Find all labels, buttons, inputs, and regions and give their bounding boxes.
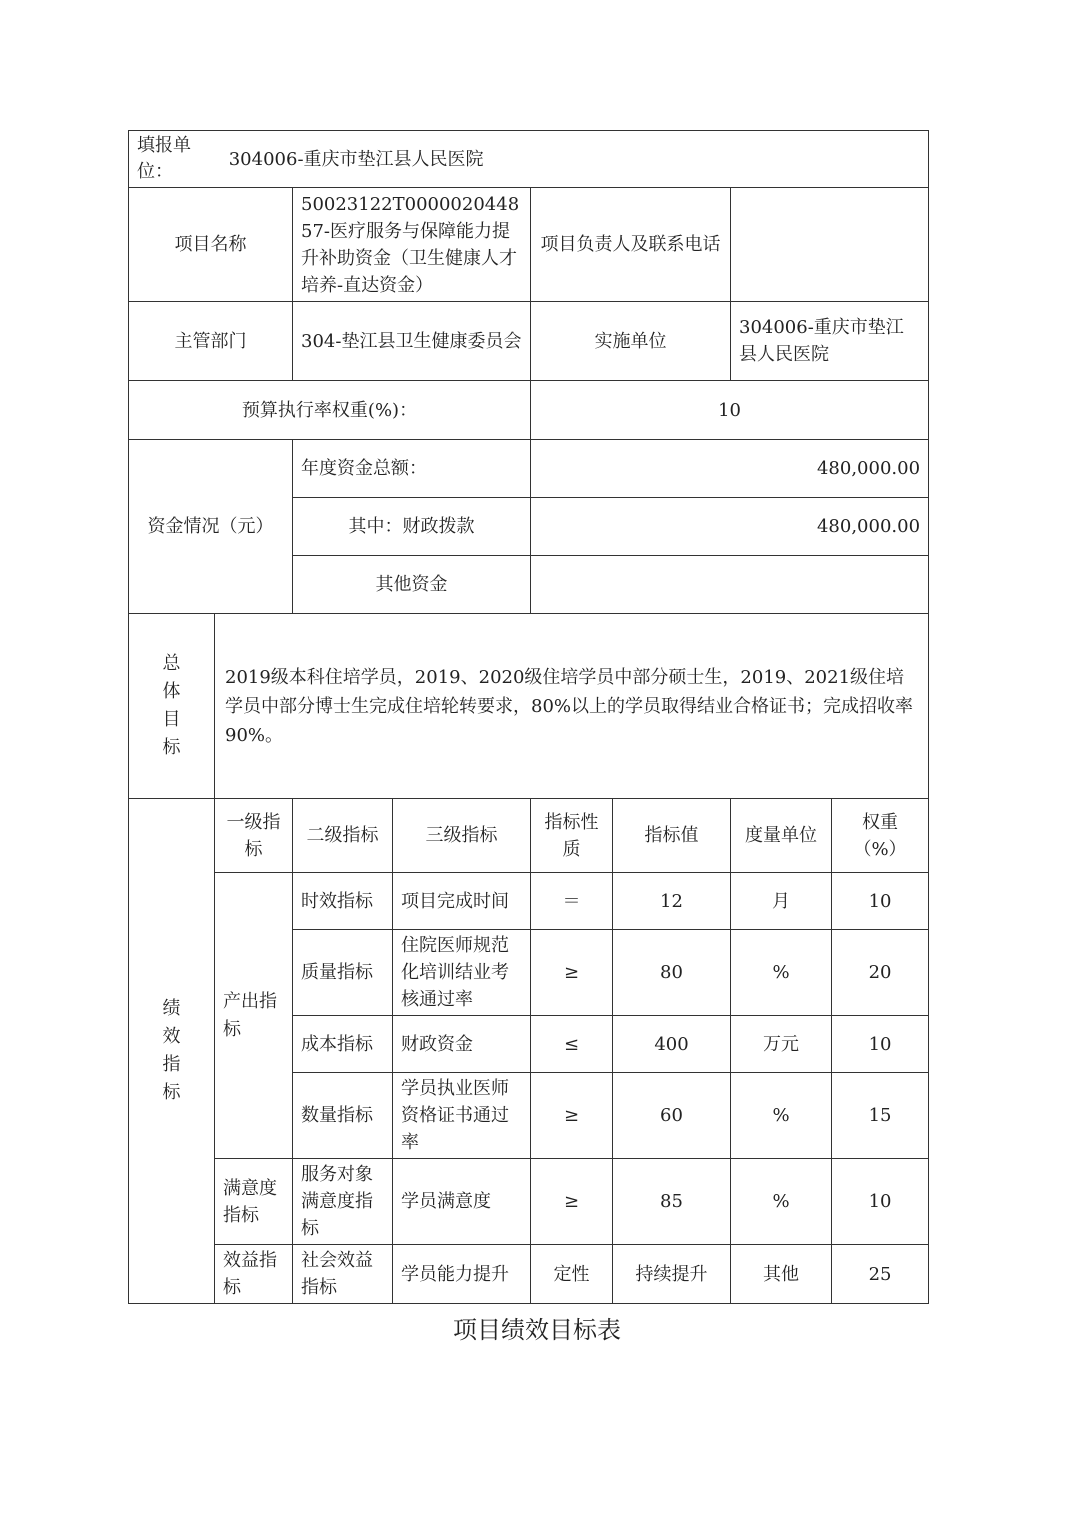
level2-cell: 成本指标: [293, 1016, 393, 1073]
header-level2: 二级指标: [293, 799, 393, 873]
level3-cell: 住院医师规范化培训结业考核通过率: [393, 930, 531, 1016]
level3-cell: 财政资金: [393, 1016, 531, 1073]
nature-cell: ≥: [531, 930, 613, 1016]
header-level3: 三级指标: [393, 799, 531, 873]
funds-other-label: 其他资金: [293, 556, 531, 614]
header-weight: 权重（%）: [832, 799, 929, 873]
weight-cell: 10: [832, 1016, 929, 1073]
project-name-label: 项目名称: [129, 188, 293, 302]
level1-cell: 效益指标: [215, 1245, 293, 1304]
level2-cell: 数量指标: [293, 1073, 393, 1159]
overall-goal-row: [129, 614, 929, 799]
level2-cell: 时效指标: [293, 873, 393, 930]
budget-weight-row: [129, 381, 929, 440]
weight-cell: 15: [832, 1073, 929, 1159]
nature-cell: 定性: [531, 1245, 613, 1304]
nature-cell: ≥: [531, 1073, 613, 1159]
weight-cell: 10: [832, 873, 929, 930]
overall-goal-label: 总体目标: [129, 614, 215, 799]
table-caption: 项目绩效目标表: [453, 1316, 621, 1344]
project-name-row: [129, 188, 929, 302]
unit-cell: %: [731, 930, 832, 1016]
implementing-unit-value: 304006-重庆市垫江县人民医院: [731, 302, 929, 381]
budget-weight-value: 10: [531, 381, 929, 440]
header-value: 指标值: [613, 799, 731, 873]
funds-total-row: [129, 440, 929, 498]
funds-label: 资金情况（元）: [129, 440, 293, 614]
header-unit: 度量单位: [731, 799, 832, 873]
funds-total-value: 480,000.00: [531, 440, 929, 498]
value-cell: 持续提升: [613, 1245, 731, 1304]
unit-cell: 其他: [731, 1245, 832, 1304]
form-table: [128, 130, 929, 1304]
indicator-row: [129, 873, 929, 930]
level2-cell: 服务对象满意度指标: [293, 1159, 393, 1245]
project-contact-value: [731, 188, 929, 302]
level3-cell: 学员执业医师资格证书通过率: [393, 1073, 531, 1159]
funds-other-value: [531, 556, 929, 614]
department-value: 304-垫江县卫生健康委员会: [293, 302, 531, 381]
funds-fiscal-value: 480,000.00: [531, 498, 929, 556]
weight-cell: 20: [832, 930, 929, 1016]
indicators-label: 绩效指标: [129, 799, 215, 1304]
reporting-unit-label: 填报单位：: [137, 135, 191, 182]
project-contact-label: 项目负责人及联系电话: [531, 188, 731, 302]
overall-goal-text: 2019级本科住培学员，2019、2020级住培学员中部分硕士生，2019、2021级住培学员中部分博士生完成住培轮转要求，80%以上的学员取得结业合格证书；完成招收率90%。: [215, 614, 929, 799]
indicator-row: [129, 1159, 929, 1245]
department-label: 主管部门: [129, 302, 293, 381]
value-cell: 85: [613, 1159, 731, 1245]
funds-fiscal-label: 其中：财政拨款: [293, 498, 531, 556]
unit-cell: 月: [731, 873, 832, 930]
unit-cell: %: [731, 1073, 832, 1159]
reporting-unit-cell: [129, 131, 929, 188]
reporting-unit-value: 304006-重庆市垫江县人民医院: [228, 148, 484, 170]
level1-cell: 满意度指标: [215, 1159, 293, 1245]
value-cell: 400: [613, 1016, 731, 1073]
indicator-header-row: [129, 799, 929, 873]
performance-target-form: [128, 130, 928, 1301]
nature-cell: ≤: [531, 1016, 613, 1073]
value-cell: 80: [613, 930, 731, 1016]
department-row: [129, 302, 929, 381]
header-level1: 一级指标: [215, 799, 293, 873]
funds-total-label: 年度资金总额：: [293, 440, 531, 498]
header-nature: 指标性质: [531, 799, 613, 873]
unit-cell: 万元: [731, 1016, 832, 1073]
unit-cell: %: [731, 1159, 832, 1245]
level2-cell: 质量指标: [293, 930, 393, 1016]
weight-cell: 10: [832, 1159, 929, 1245]
implementing-unit-label: 实施单位: [531, 302, 731, 381]
level3-cell: 学员满意度: [393, 1159, 531, 1245]
value-cell: 60: [613, 1073, 731, 1159]
level3-cell: 学员能力提升: [393, 1245, 531, 1304]
budget-weight-label: 预算执行率权重(%)：: [129, 381, 531, 440]
level3-cell: 项目完成时间: [393, 873, 531, 930]
weight-cell: 25: [832, 1245, 929, 1304]
reporting-unit-row: [129, 131, 929, 188]
nature-cell: ≥: [531, 1159, 613, 1245]
level2-cell: 社会效益指标: [293, 1245, 393, 1304]
indicator-row: [129, 1245, 929, 1304]
level1-cell: 产出指标: [215, 873, 293, 1159]
project-name-value: 50023122T000002044857-医疗服务与保障能力提升补助资金（卫生健康人才培养-直达资金）: [293, 188, 531, 302]
value-cell: 12: [613, 873, 731, 930]
nature-cell: ＝: [531, 873, 613, 930]
